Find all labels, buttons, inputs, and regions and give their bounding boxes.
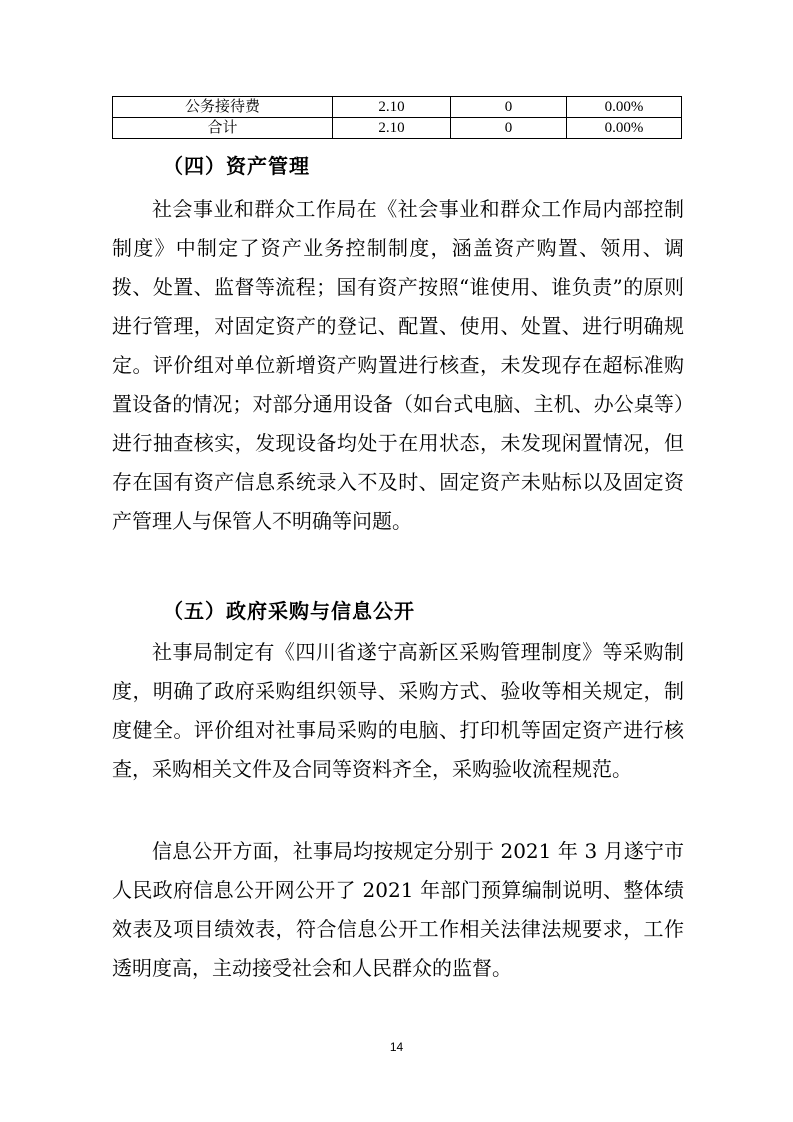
table-cell-percent: 0.00% bbox=[567, 97, 682, 118]
table-cell-value: 2.10 bbox=[333, 118, 451, 139]
disclosure-paragraph: 信息公开方面，社事局均按规定分别于 2021 年 3 月遂宁市人民政府信息公开网公开了 2021 年部门预算编制说明、整体绩效表及项目绩效表，符合信息公开工作相关法律法规要求，工作透明度高，主动接受社会和人民群众的监督。 bbox=[112, 839, 684, 980]
table-cell-value: 0 bbox=[451, 118, 567, 139]
table-cell-item: 合计 bbox=[113, 118, 333, 139]
table-row bbox=[113, 118, 682, 139]
procurement-paragraph: 社事局制定有《四川省遂宁高新区采购管理制度》等采购制度，明确了政府采购组织领导、采购方式、验收等相关规定，制度健全。评价组对社事局采购的电脑、打印机等固定资产进行核查，采购相关文件及合同等资料齐全，采购验收流程规范。 bbox=[112, 640, 684, 781]
table-cell-value: 0 bbox=[451, 97, 567, 118]
table-cell-value: 2.10 bbox=[333, 97, 451, 118]
page-number: 14 bbox=[389, 1040, 404, 1054]
section-heading-procurement-disclosure: （五）政府采购与信息公开 bbox=[163, 599, 415, 623]
expense-table bbox=[112, 96, 682, 139]
table-cell-item: 公务接待费 bbox=[113, 97, 333, 118]
table-cell-percent: 0.00% bbox=[567, 118, 682, 139]
section-heading-asset-management: （四）资产管理 bbox=[163, 154, 310, 178]
table-row bbox=[113, 97, 682, 118]
asset-management-paragraph: 社会事业和群众工作局在《社会事业和群众工作局内部控制制度》中制定了资产业务控制制度，涵盖资产购置、领用、调拨、处置、监督等流程；国有资产按照“谁使用、谁负责”的原则进行管理，对固定资产的登记、配置、使用、处置、进行明确规定。评价组对单位新增资产购置进行核查，未发现存在超标准购置设备的情况；对部分通用设备（如台式电脑、主机、办公桌等）进行抽查核实，发现设备均处于在用状态，未发现闲置情况，但存在国有资产信息系统录入不及时、固定资产未贴标以及固定资产管理人与保管人不明确等问题。 bbox=[112, 197, 684, 533]
